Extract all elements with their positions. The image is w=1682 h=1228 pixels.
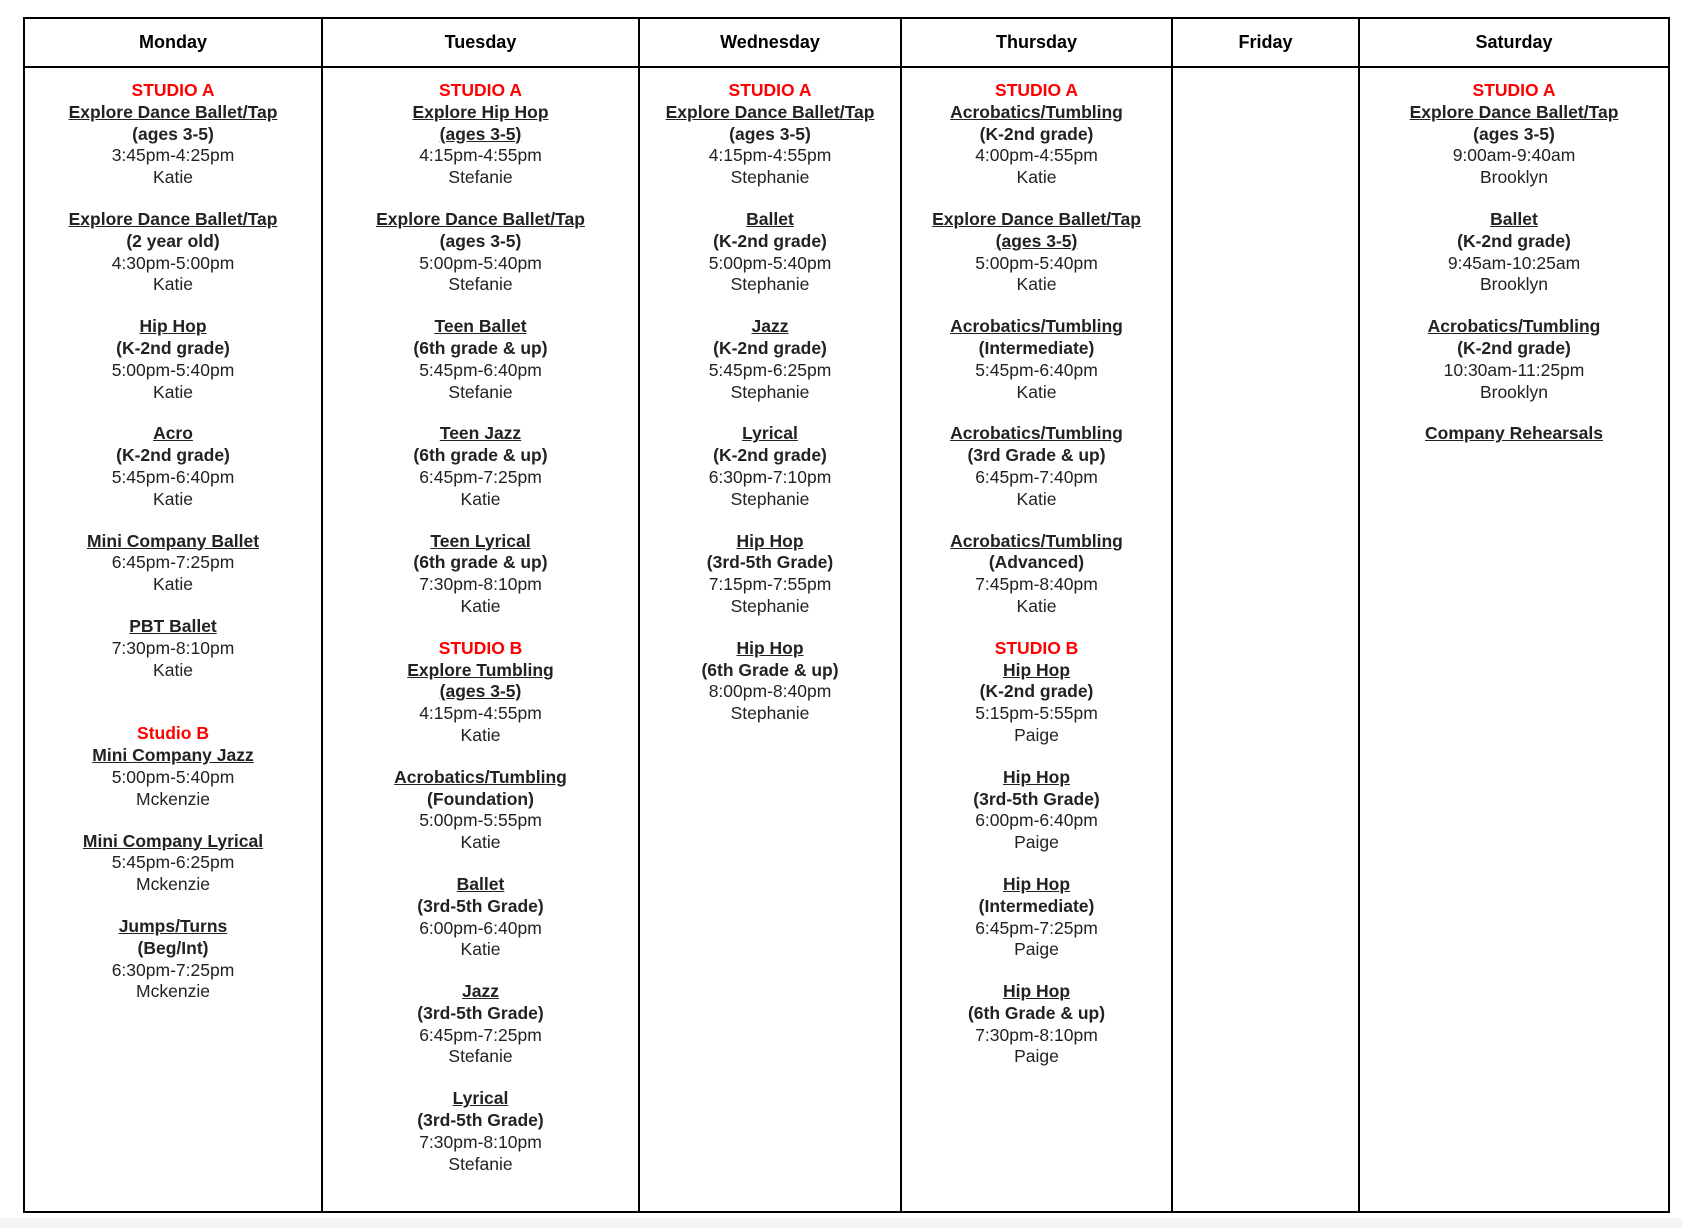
class-time: 4:00pm-4:55pm bbox=[975, 145, 1098, 166]
class-block bbox=[25, 831, 321, 896]
class-name: Jazz bbox=[462, 981, 499, 1002]
day-header-monday: Monday bbox=[24, 18, 322, 67]
instructor-name: Katie bbox=[153, 381, 193, 402]
instructor-name: Katie bbox=[153, 274, 193, 295]
class-level: (ages 3-5) bbox=[439, 681, 522, 702]
instructor-name: Brooklyn bbox=[1479, 167, 1549, 188]
class-block bbox=[640, 316, 900, 403]
class-block bbox=[25, 723, 321, 810]
class-level: (ages 3-5) bbox=[439, 230, 522, 251]
day-column-wednesday bbox=[639, 67, 901, 1212]
spacer bbox=[25, 701, 321, 723]
class-name: Explore Dance Ballet/Tap bbox=[68, 208, 278, 229]
class-name: Hip Hop bbox=[1002, 766, 1071, 787]
instructor-name: Paige bbox=[1014, 832, 1059, 853]
class-time: 6:45pm-7:25pm bbox=[419, 1024, 542, 1045]
class-name: Acrobatics/Tumbling bbox=[950, 101, 1123, 122]
class-level: (K-2nd grade) bbox=[713, 337, 827, 358]
class-level: (ages 3-5) bbox=[729, 123, 811, 144]
class-block bbox=[323, 531, 638, 618]
instructor-name: Stephanie bbox=[730, 167, 810, 188]
class-name: Acrobatics/Tumbling bbox=[394, 766, 567, 787]
instructor-name: Paige bbox=[1014, 1046, 1059, 1067]
day-header-thursday: Thursday bbox=[901, 18, 1172, 67]
instructor-name: Katie bbox=[460, 595, 501, 616]
instructor-name: Katie bbox=[460, 724, 501, 745]
class-block bbox=[25, 80, 321, 189]
instructor-name: Katie bbox=[1016, 167, 1057, 188]
class-block bbox=[1360, 209, 1668, 296]
class-name: Explore Dance Ballet/Tap bbox=[665, 101, 875, 122]
class-name: Acrobatics/Tumbling bbox=[950, 530, 1123, 551]
class-name: Explore Dance Ballet/Tap bbox=[932, 208, 1141, 229]
class-level: (K-2nd grade) bbox=[116, 445, 230, 466]
studio-label: STUDIO A bbox=[131, 80, 215, 100]
class-block bbox=[323, 638, 638, 747]
class-time: 5:00pm-5:40pm bbox=[111, 359, 235, 380]
class-time: 5:45pm-6:40pm bbox=[975, 359, 1098, 380]
class-name: Acrobatics/Tumbling bbox=[950, 316, 1123, 337]
class-name: Mini Company Jazz bbox=[92, 745, 254, 766]
instructor-name: Stephanie bbox=[730, 274, 810, 295]
day-column-thursday bbox=[901, 67, 1172, 1212]
class-time: 7:30pm-8:10pm bbox=[419, 574, 542, 595]
day-header-saturday: Saturday bbox=[1359, 18, 1669, 67]
class-name: Acro bbox=[153, 423, 193, 444]
class-time: 5:00pm-5:55pm bbox=[419, 810, 542, 831]
class-name: Explore Dance Ballet/Tap bbox=[68, 101, 278, 122]
class-name: Teen Lyrical bbox=[430, 530, 531, 551]
class-name: Explore Tumbling bbox=[407, 659, 554, 680]
day-column-friday bbox=[1172, 67, 1359, 1212]
class-time: 8:00pm-8:40pm bbox=[708, 681, 832, 702]
class-name: Acrobatics/Tumbling bbox=[1427, 316, 1601, 337]
class-level: (6th grade & up) bbox=[413, 337, 548, 358]
class-level: (3rd-5th Grade) bbox=[706, 552, 834, 573]
class-time: 5:45pm-6:25pm bbox=[111, 852, 235, 873]
studio-label: STUDIO B bbox=[438, 637, 523, 658]
class-time: 6:30pm-7:25pm bbox=[111, 959, 235, 980]
class-time: 5:45pm-6:40pm bbox=[111, 466, 235, 487]
class-time: 5:45pm-6:25pm bbox=[708, 359, 832, 380]
class-time: 6:45pm-7:40pm bbox=[975, 466, 1098, 487]
class-name: Hip Hop bbox=[1002, 873, 1071, 894]
class-level: (3rd-5th Grade) bbox=[973, 788, 1100, 809]
class-block bbox=[25, 209, 321, 296]
class-time: 10:30am-11:25pm bbox=[1443, 359, 1585, 380]
class-level: (6th grade & up) bbox=[413, 552, 548, 573]
class-name: Ballet bbox=[1490, 208, 1538, 229]
class-block bbox=[902, 316, 1171, 403]
instructor-name: Stefanie bbox=[448, 1153, 513, 1174]
class-block bbox=[25, 916, 321, 1003]
class-block bbox=[25, 616, 321, 681]
class-time: 9:00am-9:40am bbox=[1452, 145, 1576, 166]
instructor-name: Katie bbox=[153, 488, 193, 509]
studio-label: STUDIO A bbox=[439, 80, 522, 100]
class-block bbox=[25, 423, 321, 510]
class-time: 4:15pm-4:55pm bbox=[419, 145, 542, 166]
class-time: 5:00pm-5:40pm bbox=[419, 252, 542, 273]
schedule-table bbox=[23, 17, 1670, 1213]
day-header-friday: Friday bbox=[1172, 18, 1359, 67]
class-block bbox=[323, 316, 638, 403]
instructor-name: Stefanie bbox=[448, 167, 513, 188]
class-level: (6th Grade & up) bbox=[967, 1002, 1106, 1023]
class-time: 6:45pm-7:25pm bbox=[975, 917, 1098, 938]
day-header-tuesday: Tuesday bbox=[322, 18, 639, 67]
class-time: 5:15pm-5:55pm bbox=[975, 703, 1098, 724]
class-block bbox=[902, 80, 1171, 189]
day-column-monday bbox=[24, 67, 322, 1212]
class-level: (Beg/Int) bbox=[137, 937, 209, 958]
class-time: 3:45pm-4:25pm bbox=[111, 145, 235, 166]
day-header-wednesday: Wednesday bbox=[639, 18, 901, 67]
day-column-tuesday bbox=[322, 67, 639, 1212]
class-block bbox=[902, 638, 1171, 747]
class-level: (ages 3-5) bbox=[995, 230, 1078, 251]
studio-label: STUDIO A bbox=[1472, 80, 1556, 100]
class-block bbox=[640, 209, 900, 296]
instructor-name: Katie bbox=[1016, 488, 1057, 509]
class-level: (K-2nd grade) bbox=[1457, 230, 1571, 251]
class-time: 7:45pm-8:40pm bbox=[975, 574, 1098, 595]
class-block bbox=[640, 531, 900, 618]
day-column-saturday bbox=[1359, 67, 1669, 1212]
class-block bbox=[323, 767, 638, 854]
class-name: Mini Company Lyrical bbox=[82, 830, 264, 851]
class-block bbox=[902, 874, 1171, 961]
class-level: (K-2nd grade) bbox=[979, 123, 1094, 144]
class-name: Explore Dance Ballet/Tap bbox=[376, 208, 585, 229]
instructor-name: Stephanie bbox=[730, 703, 810, 724]
instructor-name: Stefanie bbox=[448, 1046, 513, 1067]
class-name: Hip Hop bbox=[1002, 659, 1071, 680]
class-level: (6th Grade & up) bbox=[701, 659, 839, 680]
day-header-row bbox=[24, 18, 1669, 67]
instructor-name: Katie bbox=[1016, 381, 1057, 402]
class-block bbox=[902, 209, 1171, 296]
instructor-name: Katie bbox=[460, 939, 501, 960]
class-block bbox=[902, 981, 1171, 1068]
class-block bbox=[1360, 316, 1668, 403]
class-level: (K-2nd grade) bbox=[116, 337, 230, 358]
class-name: Explore Dance Ballet/Tap bbox=[1409, 101, 1619, 122]
class-name: Mini Company Ballet bbox=[86, 530, 260, 551]
class-block bbox=[1360, 80, 1668, 189]
class-name: Acrobatics/Tumbling bbox=[950, 423, 1123, 444]
class-block bbox=[323, 1088, 638, 1175]
class-time: 5:45pm-6:40pm bbox=[419, 359, 542, 380]
studio-label: STUDIO A bbox=[995, 80, 1078, 100]
instructor-name: Stephanie bbox=[730, 488, 810, 509]
class-level: (Foundation) bbox=[427, 788, 534, 809]
class-level: (2 year old) bbox=[126, 230, 220, 251]
instructor-name: Katie bbox=[460, 832, 501, 853]
class-level: (3rd Grade & up) bbox=[967, 445, 1106, 466]
instructor-name: Brooklyn bbox=[1479, 274, 1549, 295]
class-block bbox=[640, 423, 900, 510]
class-name: Jumps/Turns bbox=[118, 915, 228, 936]
class-level: (Intermediate) bbox=[978, 337, 1095, 358]
class-name: Jazz bbox=[751, 316, 789, 337]
instructor-name: Paige bbox=[1014, 724, 1059, 745]
class-name: Hip Hop bbox=[736, 530, 804, 551]
class-level: (3rd-5th Grade) bbox=[417, 895, 544, 916]
class-name: Ballet bbox=[456, 873, 505, 894]
class-level: (Intermediate) bbox=[978, 895, 1095, 916]
class-level: (6th grade & up) bbox=[413, 445, 548, 466]
class-time: 4:30pm-5:00pm bbox=[111, 252, 235, 273]
class-time: 5:00pm-5:40pm bbox=[975, 252, 1098, 273]
instructor-name: Katie bbox=[460, 488, 501, 509]
class-level: (ages 3-5) bbox=[439, 123, 522, 144]
class-name: Teen Ballet bbox=[434, 316, 527, 337]
class-block bbox=[323, 80, 638, 189]
instructor-name: Katie bbox=[153, 574, 193, 595]
class-level: (Advanced) bbox=[988, 552, 1085, 573]
instructor-name: Mckenzie bbox=[136, 874, 210, 895]
instructor-name: Brooklyn bbox=[1479, 381, 1549, 402]
class-time: 6:45pm-7:25pm bbox=[419, 466, 542, 487]
class-time: 7:30pm-8:10pm bbox=[975, 1024, 1098, 1045]
class-level: (ages 3-5) bbox=[132, 123, 214, 144]
class-name: PBT Ballet bbox=[129, 615, 217, 636]
instructor-name: Katie bbox=[153, 659, 193, 680]
instructor-name: Katie bbox=[1016, 274, 1057, 295]
class-name: Company Rehearsals bbox=[1425, 423, 1603, 444]
class-level: (K-2nd grade) bbox=[979, 681, 1094, 702]
instructor-name: Katie bbox=[153, 167, 193, 188]
instructor-name: Stefanie bbox=[448, 274, 513, 295]
studio-label: Studio B bbox=[137, 723, 209, 744]
classes-row bbox=[24, 67, 1669, 1212]
instructor-name: Mckenzie bbox=[136, 788, 210, 809]
studio-label: STUDIO A bbox=[728, 80, 812, 100]
class-name: Ballet bbox=[746, 208, 794, 229]
instructor-name: Katie bbox=[1016, 595, 1057, 616]
class-time: 6:00pm-6:40pm bbox=[419, 917, 542, 938]
class-time: 5:00pm-5:40pm bbox=[708, 252, 832, 273]
class-time: 7:30pm-8:10pm bbox=[111, 637, 235, 658]
class-time: 5:00pm-5:40pm bbox=[111, 766, 235, 787]
class-name: Hip Hop bbox=[139, 316, 207, 337]
class-time: 6:45pm-7:25pm bbox=[111, 552, 235, 573]
class-level: (ages 3-5) bbox=[1473, 123, 1555, 144]
instructor-name: Stephanie bbox=[730, 381, 810, 402]
class-time: 6:30pm-7:10pm bbox=[708, 466, 832, 487]
instructor-name: Paige bbox=[1014, 939, 1059, 960]
class-block bbox=[323, 981, 638, 1068]
class-name: Hip Hop bbox=[1002, 981, 1071, 1002]
class-block bbox=[323, 209, 638, 296]
class-name: Lyrical bbox=[742, 423, 798, 444]
class-name: Teen Jazz bbox=[439, 423, 522, 444]
class-name: Explore Hip Hop bbox=[412, 101, 549, 122]
class-block bbox=[902, 531, 1171, 618]
class-level: (K-2nd grade) bbox=[1457, 337, 1571, 358]
instructor-name: Mckenzie bbox=[136, 981, 210, 1002]
class-level: (K-2nd grade) bbox=[713, 230, 827, 251]
class-block bbox=[323, 874, 638, 961]
class-block bbox=[1360, 423, 1668, 445]
class-level: (3rd-5th Grade) bbox=[417, 1002, 544, 1023]
class-block bbox=[640, 638, 900, 725]
class-block bbox=[902, 423, 1171, 510]
class-name: Hip Hop bbox=[736, 637, 804, 658]
class-time: 4:15pm-4:55pm bbox=[708, 145, 832, 166]
class-time: 4:15pm-4:55pm bbox=[419, 703, 542, 724]
class-time: 7:30pm-8:10pm bbox=[419, 1131, 542, 1152]
instructor-name: Stephanie bbox=[730, 595, 810, 616]
class-level: (K-2nd grade) bbox=[713, 445, 827, 466]
class-block bbox=[640, 80, 900, 189]
class-time: 9:45am-10:25am bbox=[1447, 252, 1581, 273]
class-time: 6:00pm-6:40pm bbox=[975, 810, 1098, 831]
class-level: (3rd-5th Grade) bbox=[417, 1110, 544, 1131]
class-time: 7:15pm-7:55pm bbox=[708, 574, 832, 595]
class-block bbox=[902, 767, 1171, 854]
studio-label: STUDIO B bbox=[994, 637, 1079, 658]
class-block bbox=[25, 316, 321, 403]
class-name: Lyrical bbox=[452, 1088, 509, 1109]
class-block bbox=[323, 423, 638, 510]
class-block bbox=[25, 531, 321, 596]
instructor-name: Stefanie bbox=[448, 381, 513, 402]
